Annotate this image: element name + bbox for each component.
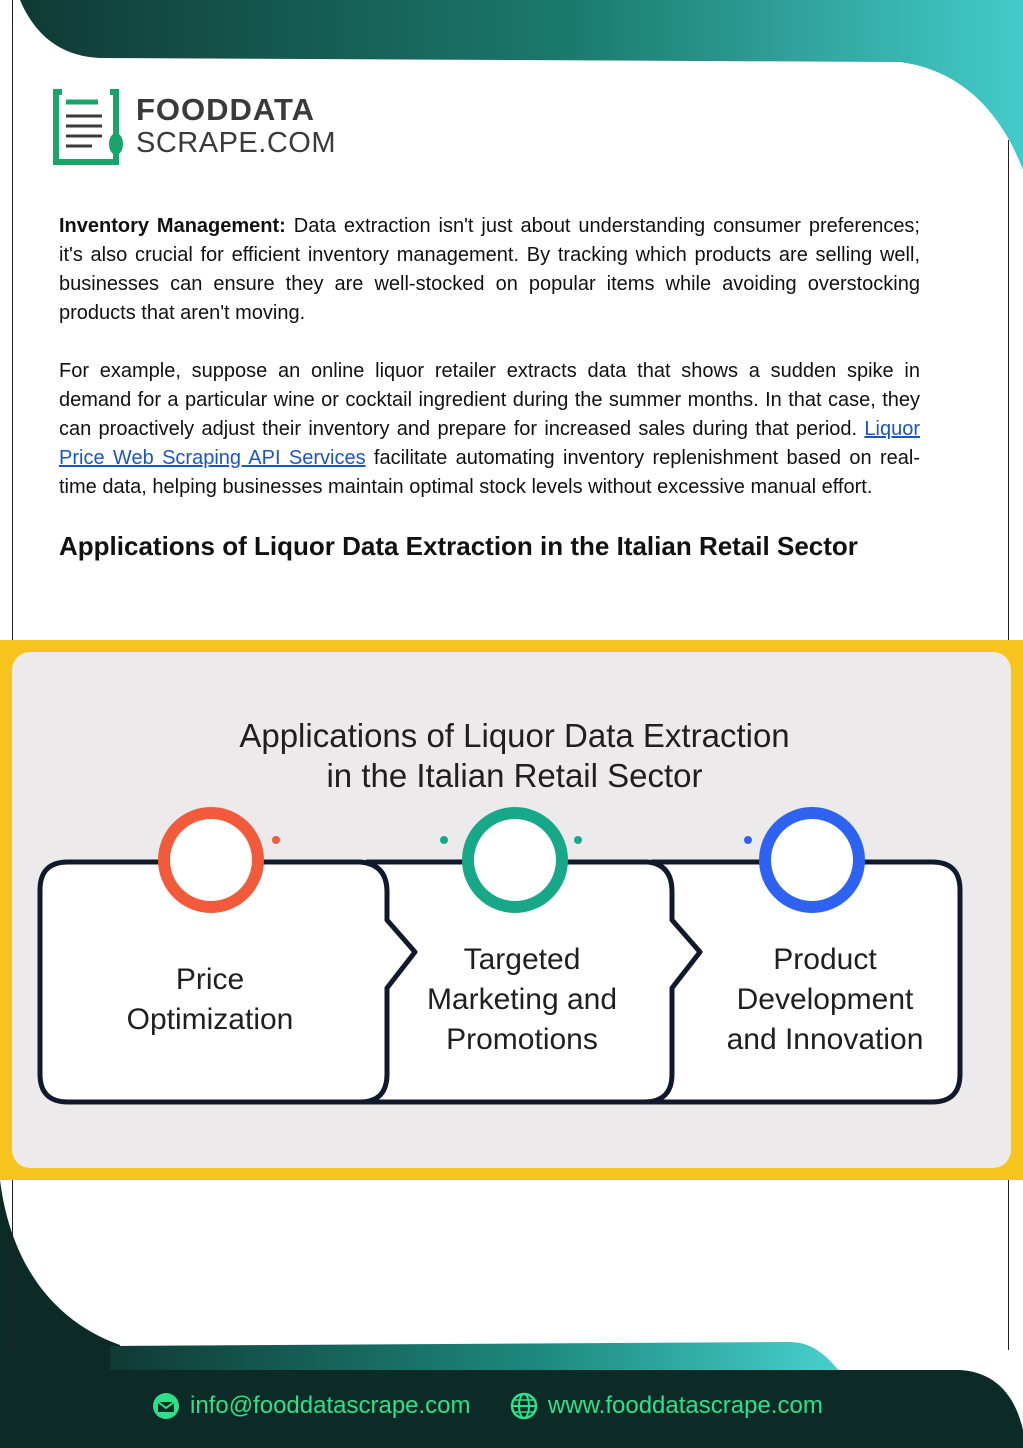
label-line: Product — [773, 943, 877, 976]
connector-2-start-dot — [574, 836, 582, 844]
label-targeted-marketing — [397, 940, 647, 1060]
ring-marketing — [468, 813, 562, 907]
footer-website-text[interactable]: www.fooddatascrape.com — [548, 1392, 823, 1419]
infographic-title — [12, 716, 1017, 796]
envelope-icon — [152, 1392, 180, 1420]
label-line: Optimization — [126, 1003, 294, 1036]
label-price-optimization — [52, 960, 368, 1040]
label-line: Price — [175, 963, 245, 996]
infographic-panel — [12, 652, 1011, 1168]
article-body — [59, 212, 920, 562]
infographic-title-line1: Applications of Liquor Data Extraction — [239, 717, 790, 754]
liquor-api-link[interactable]: Liquor Price Web Scraping API Services — [59, 418, 920, 469]
menu-list-icon — [52, 86, 124, 166]
example-text-before: For example, suppose an online liquor retailer extracts data that shows a sudden spike in demand for a particular wine or cocktail ingredient during the summer months. In that case, they can proactively adjust their inventory and prepare for increased sales during that period. — [59, 360, 920, 440]
label-line: and Innovation — [726, 1023, 924, 1056]
footer-email[interactable] — [152, 1392, 471, 1420]
example-paragraph — [59, 357, 920, 502]
ring-price — [164, 813, 258, 907]
section-heading: Applications of Liquor Data Extraction in the Italian Retail Sector — [59, 531, 858, 561]
label-line: Promotions — [446, 1023, 598, 1056]
connector-1-end-dot — [440, 836, 448, 844]
label-line: Marketing and — [426, 983, 618, 1016]
connector-1-start-dot — [272, 836, 280, 844]
inventory-paragraph — [59, 212, 920, 328]
label-line: Development — [736, 983, 914, 1016]
brand-domain: SCRAPE.COM — [136, 127, 336, 159]
example-text-after: facilitate automating inventory replenishment based on real-time data, helping businesses maintain optimal stock levels without excessive manual effort. — [59, 447, 920, 498]
connector-2-end-dot — [744, 836, 752, 844]
infographic-title-line2: in the Italian Retail Sector — [326, 757, 703, 794]
globe-icon — [510, 1392, 538, 1420]
brand-logo[interactable] — [52, 86, 336, 166]
label-product-development — [692, 940, 958, 1060]
inventory-label: Inventory Management: — [59, 215, 286, 237]
footer-website[interactable] — [510, 1392, 823, 1420]
ring-product — [765, 813, 859, 907]
label-line: Targeted — [463, 943, 581, 976]
bottom-teal-band — [110, 1342, 840, 1372]
inventory-text: Data extraction isn't just about understanding consumer preferences; it's also crucial for efficient inventory management. By tracking which products are selling well, businesses can ensure they are well-stocked on popular items while avoiding overstocking products that aren't moving. — [59, 215, 920, 324]
infographic-frame — [0, 640, 1023, 1180]
brand-name: FOODDATA — [136, 92, 316, 127]
footer-email-text[interactable]: info@fooddatascrape.com — [190, 1392, 471, 1419]
page-footer — [0, 1392, 1023, 1432]
